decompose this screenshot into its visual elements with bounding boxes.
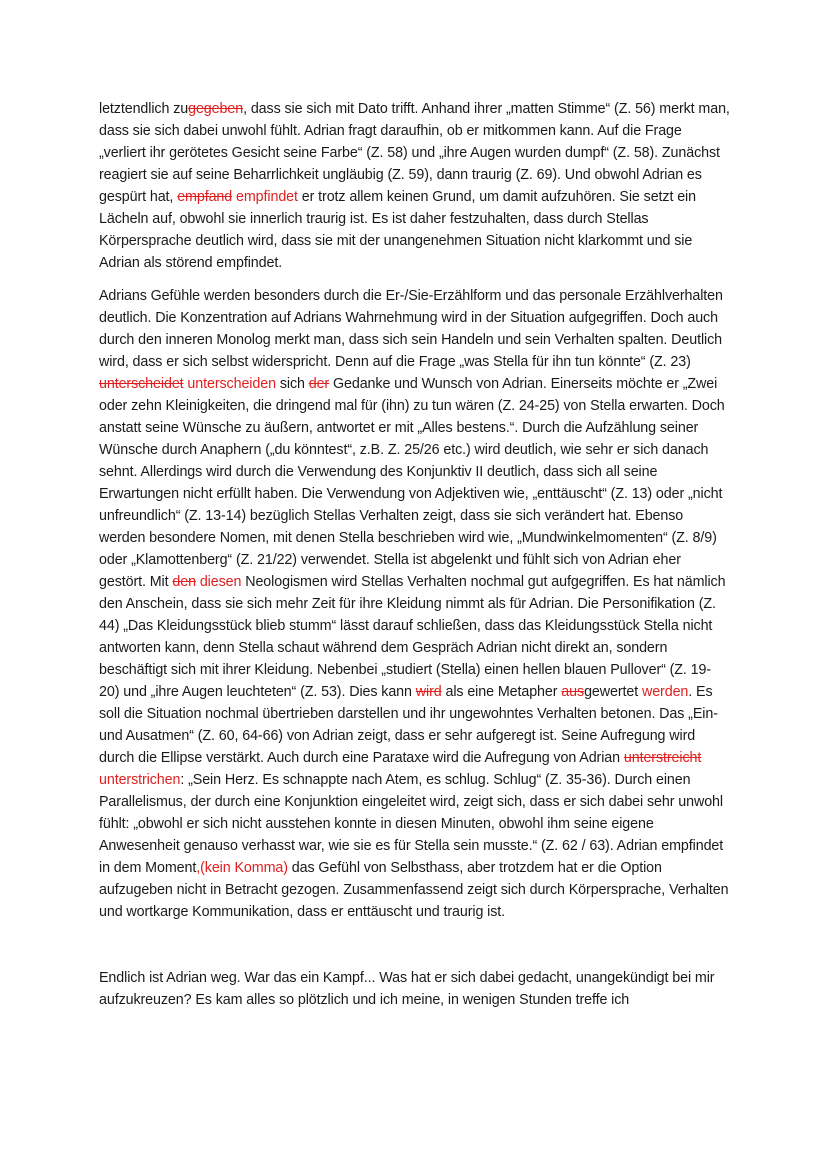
paragraph-inner-monologue (99, 967, 731, 1011)
inserted-correction: diesen (199, 574, 242, 590)
deleted-correction: wird (415, 684, 442, 700)
deleted-correction: den (172, 574, 196, 590)
paragraph-adrian-feelings (99, 285, 731, 923)
text-run: letztendlich zu (99, 101, 189, 117)
inserted-correction: werden (641, 684, 689, 700)
text-run: er trotz allem keinen Grund, um damit aufzuhören. Sie setzt ein Lächeln auf, obwohl sie innerlich traurig ist. Es ist daher festzuhalten, dass durch Stellas Körpersprache deutlich wird, dass sie mit der unangenehmen Situation nicht klarkommt und sie Adrian als störend empfindet. (99, 189, 696, 271)
text-run: : „Sein Herz. Es schnappte nach Atem, es schlug. Schlug“ (Z. 35-36). Durch einen Parallelismus, der durch eine Konjunktion eingeleitet wird, zeigt sich, dass er sich dabei sehr unwohl fühlt: „obwohl er sich nicht ausstehen konnte in diesen Minuten, obwohl ihm seine eigene Anwesenheit genauso verhasst war, wie sie es für Stella sein musste.“ (Z. 62 / 63). Adrian empfindet in dem Moment (99, 772, 724, 876)
text-run: sich (275, 376, 309, 392)
text-run: Gedanke und Wunsch von Adrian. Einerseits möchte er „Zwei oder zehn Kleinigkeiten, die dringend mal für (ihn) zu tun wären (Z. 24-25) von Stella erwarten. Doch anstatt seine Wünsche zu äußern, antwortet er mit „Alles bestens.“. Durch die Aufzählung seiner Wünsche durch Anaphern („du könntest“, z.B. Z. 25/26 etc.) wird deutlich, wie sehr er sich danach sehnt. Allerdings wird durch die Verwendung des Konjunktiv II deutlich, dass sich all seine Erwartungen nicht erfüllt haben. Die Verwendung von Adjektiven wie, „enttäuscht“ (Z. 13) oder „nicht unfreundlich“ (Z. 13-14) bezüglich Stellas Verhalten zeigt, dass sie sich verändert hat. Ebenso werden besondere Nomen, mit denen Stella beschrieben wird wie, „Mundwinkelmomenten“ (Z. 8/9) oder „Klamottenberg“ (Z. 21/22) verwendet. Stella ist abgelenkt und fühlt sich von Adrian eher gestört. Mit (99, 376, 725, 590)
text-run: Adrians Gefühle werden besonders durch die Er-/Sie-Erzählform und das personale Erzählverhalten deutlich. Die Konzentration auf Adrians Wahrnehmung wird in der Situation aufgegriffen. Doch auch durch den inneren Monolog merkt man, dass sich sein Handeln und sein Verhalten spalten. Deutlich wird, dass er sich selbst widerspricht. Denn auf die Frage „was Stella für ihn tun könnte“ (Z. 23) (99, 288, 723, 370)
paragraph-stella-body-language (99, 98, 731, 274)
deleted-correction: unterstreicht (623, 750, 702, 766)
text-run: . Es soll die Situation nochmal übertrieben darstellen und ihr ungewohntes Verhalten betonen. Das „Ein- und Ausatmen“ (Z. 60, 64-66) von Adrian zeigt, dass er sehr aufgeregt ist. Seine Aufregung wird durch die Ellipse verstärkt. Auch durch eine Parataxe wird die Aufregung von Adrian (99, 684, 718, 766)
inserted-correction: unterscheiden (187, 376, 276, 392)
deleted-correction: der (308, 376, 330, 392)
text-run: Neologismen wird Stellas Verhalten nochmal gut aufgegriffen. Es hat nämlich den Anschein, dass sie sich mehr Zeit für ihre Kleidung nimmt als für Adrian. Die Personifikation (Z. 44) „Das Kleidungsstück blieb stumm“ lässt darauf schließen, dass das Kleidungsstück Stella nicht antworten kann, denn Stella schaut während dem Gespräch Adrian nicht direkt an, sondern beschäftigt sich mit ihrer Kleidung. Nebenbei „studiert (Stella) einen hellen blauen Pullover“ (Z. 19-20) und „ihre Augen leuchteten“ (Z. 53). Dies kann (99, 574, 726, 700)
inserted-correction: unterstrichen (99, 772, 181, 788)
inserted-correction: empfindet (236, 189, 298, 205)
inserted-correction: ,(kein Komma) (196, 860, 288, 876)
deleted-correction: aus (561, 684, 585, 700)
text-run: gewertet (584, 684, 642, 700)
text-run: , dass sie sich mit Dato trifft. Anhand ihrer „matten Stimme“ (Z. 56) merkt man, dass sie sich dabei unwohl fühlt. Adrian fragt daraufhin, ob er mitkommen kann. Auf die Frage „verliert ihr gerötetes Gesicht seine Farbe“ (Z. 58) und „ihre Augen wurden dumpf“ (Z. 58). Zunächst reagiert sie auf seine Beharrlichkeit ungläubig (Z. 59), dann traurig (Z. 69). Und obwohl Adrian es gespürt hat, (99, 101, 730, 205)
text-run: Endlich ist Adrian weg. War das ein Kampf... Was hat er sich dabei gedacht, unangekündigt bei mir aufzukreuzen? Es kam alles so plötzlich und ich meine, in wenigen Stunden treffe ich (99, 970, 715, 1008)
text-run: als eine Metapher (441, 684, 562, 700)
deleted-correction: unterscheidet (99, 376, 184, 392)
deleted-correction: gegeben (188, 101, 244, 117)
document-body (99, 98, 731, 1011)
deleted-correction: empfand (177, 189, 233, 205)
text-run: das Gefühl von Selbsthass, aber trotzdem hat er die Option aufzugeben nicht in Betracht gezogen. Zusammenfassend zeigt sich durch Körpersprache, Verhalten und wortkarge Kommunikation, dass er enttäuscht und traurig ist. (99, 860, 729, 920)
